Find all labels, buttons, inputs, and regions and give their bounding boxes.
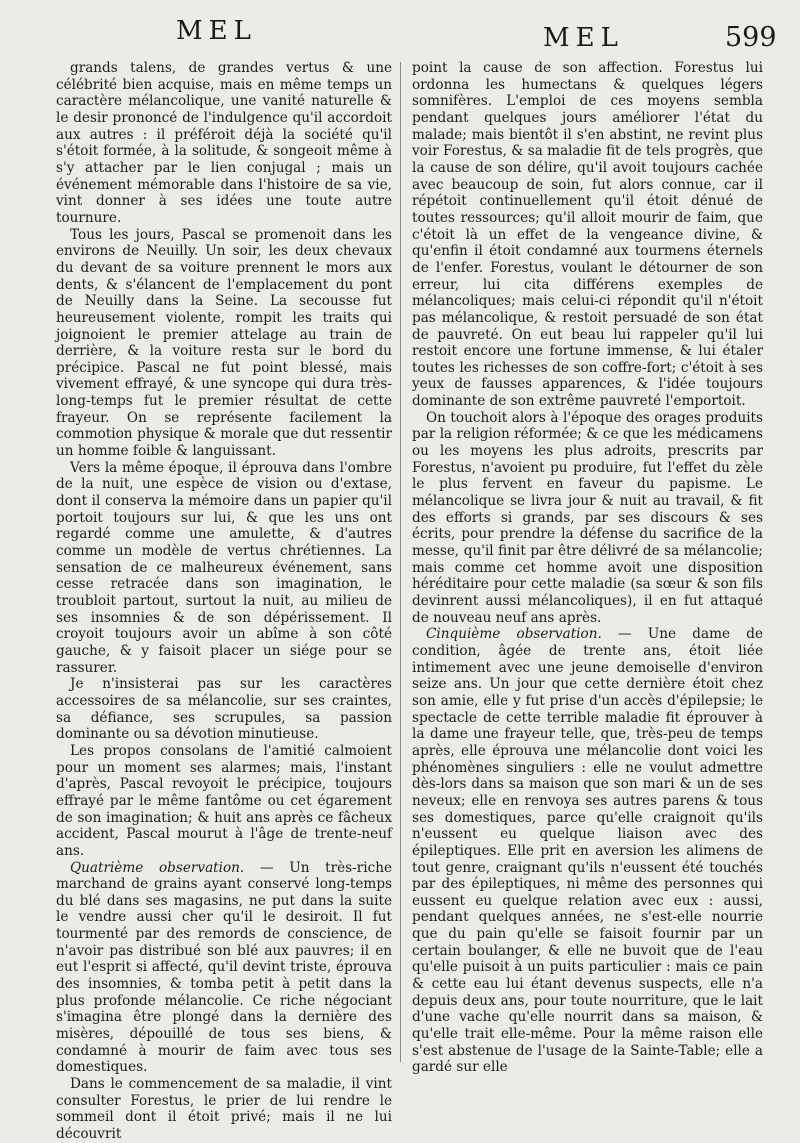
- paragraph: [56, 860, 392, 1077]
- paragraph: [412, 626, 763, 1076]
- paragraph: [56, 1076, 392, 1143]
- left-text-column: [56, 60, 393, 1142]
- paragraph-text: On touchoit alors à l'époque des orages produits par la religion réformée; & ce que les médicamens ou les moyens les plus adroits, prescrits par Forestus, n'avoient pu produire, fut l'effet du zèle le plus fervent en faveur du papisme. Le mélancolique se livra jour & nuit au travail, & fit des efforts si grands, par ses discours & ses écrits, pour prendre la défense du sacrifice de la messe, qu'il finit par être délivré de sa mélancolie; mais comme cet homme avoit une disposition héréditaire pour cette maladie (sa sœur & son fils devinrent aussi mélancoliques), il en fut attaqué de nouveau neuf ans après.: [412, 409, 763, 626]
- paragraph: [412, 60, 763, 410]
- section-heading: Quatrième observation.: [70, 859, 245, 876]
- paragraph-text: Les propos consolans de l'amitié calmoient pour un moment ses alarmes; mais, l'instant d'après, Pascal revoyoit le précipice, toujours effrayé par le même fantôme ou cet égarement de son imagination; & huit ans après ce fâcheux accident, Pascal mourut à l'âge de trente-neuf ans.: [56, 742, 392, 859]
- paragraph: [56, 60, 392, 227]
- running-head-left: MEL: [176, 16, 257, 46]
- paragraph: [56, 676, 392, 743]
- section-heading: Cinquième observation.: [426, 626, 602, 643]
- paragraph: [56, 460, 392, 677]
- paragraph-text: Vers la même époque, il éprouva dans l'ombre de la nuit, une espèce de vision ou d'extase, dont il conserva la mémoire dans un papier qu'il portoit toujours sur lui, & que les uns ont regardé comme une amulette, & d'autres comme un modèle de vertus chrétiennes. La sensation de ce malheureux événement, sans cesse retracée dans son imagination, le troubloit partout, surtout la nuit, au milieu de ses insomnies & de son dépérissement. Il croyoit toujours avoir un abîme à son côté gauche, & y faisoit placer un siége pour se rassurer.: [56, 459, 392, 676]
- paragraph-text: Tous les jours, Pascal se promenoit dans les environs de Neuilly. Un soir, les deux chevaux du devant de sa voiture prennent le mors aux dents, & s'élancent de l'emplacement du pont de Neuilly dans la Seine. La secousse fut heureusement violente, rompit les traits qui joignoient le premier attelage au train de derrière, & la voiture resta sur le bord du précipice. Pascal ne fut point blessé, mais vivement effrayé, & une syncope qui dura très-long-temps fut le premier résultat de cette frayeur. On se représente facilement la commotion physique & morale que dut ressentir un homme foible & languissant.: [56, 226, 392, 460]
- page-number: 599: [725, 22, 777, 53]
- paragraph-text: Dans le commencement de sa maladie, il vint consulter Forestus, le prier de lui rendre le sommeil dont il étoit privé; mais il ne lui découvrit: [56, 1076, 392, 1142]
- paragraph-text: grands talens, de grandes vertus & une célébrité bien acquise, mais en même temps un caractère mélancolique, une vanité naturelle & le desir prononcé de l'indulgence qu'il accordoit aux autres : il préféroit déjà la société qu'il s'étoit formée, à la solitude, & songeoit même à s'y attacher par le lien conjugal ; mais un événement mémorable dans l'histoire de sa vie, vint donner à ses idées une toute autre tournure.: [56, 60, 392, 226]
- right-text-column: [412, 60, 764, 1076]
- paragraph: [56, 743, 392, 860]
- paragraph-text: — Une dame de condition, âgée de trente ans, étoit liée intimement avec une jeune demoiselle d'environ seize ans. Un jour que cette dernière étoit chez son amie, elle y fut prise d'un accès d'épilepsie; le spectacle de cette terrible maladie fit éprouver à la dame une frayeur telle, que, très-peu de temps après, elle éprouva une mélancolie dont voici les phénomènes singuliers : elle ne voulut admettre dès-lors dans sa maison que son mari & un de ses neveux; elle en renvoya ses autres parens & tous ses domestiques, parce qu'elle craignoit qu'ils n'eussent eu quelque liaison avec des épileptiques. Elle prit en aversion les alimens de tout genre, craignant qu'ils n'eussent été touchés par des épileptiques, ni même des personnes qui eussent eu quelque relation avec eux : aussi, pendant quelques années, ne s'est-elle nourrie que du pain qu'elle se faisoit fournir par un certain boulanger, & elle ne buvoit que de l'eau qu'elle puisoit à un puits particulier : mais ce pain & cette eau lui étant devenus suspects, elle n'a depuis deux ans, pour toute nourriture, que le lait d'une vache qu'elle nourrit dans sa maison, & qu'elle trait elle-même. Pour la même raison elle s'est abstenue de l'usage de la Sainte-Table; elle a gardé sur elle: [412, 626, 764, 1076]
- paragraph-text: point la cause de son affection. Forestus lui ordonna les humectans & quelques légers somnifères. L'emploi de ces moyens sembla pendant quelques jours améliorer l'état du malade; mais bientôt il s'en abstint, ne revint plus voir Forestus, & sa maladie fit de tels progrès, que la cause de son délire, qu'il avoit toujours cachée avec beaucoup de soin, fut alors connue, car il répétoit continuellement qu'il étoit dénué de toutes ressources; qu'il alloit mourir de faim, que c'étoit là un effet de la vengeance divine, & qu'enfin il étoit condamné aux tourmens éternels de l'enfer. Forestus, voulant le détourner de son erreur, lui cita différens exemples de mélancoliques; mais celui-ci répondit qu'il n'étoit pas mélancolique, & restoit persuadé de son état de pauvreté. On eut beau lui rappeler qu'il lui restoit encore une fortune immense, & lui étaler toutes les richesses de son coffre-fort; c'étoit à ses yeux de fausses apparences, & l'idée toujours dominante de son extrême pauvreté l'emportoit.: [412, 60, 763, 410]
- column-divider: [400, 62, 401, 1062]
- paragraph-text: — Un très-riche marchand de grains ayant conservé long-temps du blé dans ses magasins, ne put dans la suite le vendre aussi cher qu'il le desiroit. Il fut tourmenté par des remords de conscience, de n'avoir pas distribué son blé aux pauvres; il en eut l'esprit si affecté, qu'il devint triste, éprouva des insomnies, & tomba petit à petit dans la plus profonde mélancolie. Ce riche négociant s'imagina être plongé dans la dernière des misères, dépouillé de tous ses biens, & condamné à mourir de faim avec tous ses domestiques.: [56, 859, 393, 1076]
- running-head-right: MEL: [543, 23, 624, 53]
- paragraph: [412, 410, 763, 627]
- paragraph: [56, 227, 392, 460]
- paragraph-text: Je n'insisterai pas sur les caractères accessoires de sa mélancolie, sur ses craintes, sa défiance, ses scrupules, sa passion dominante ou sa dévotion minutieuse.: [56, 676, 392, 743]
